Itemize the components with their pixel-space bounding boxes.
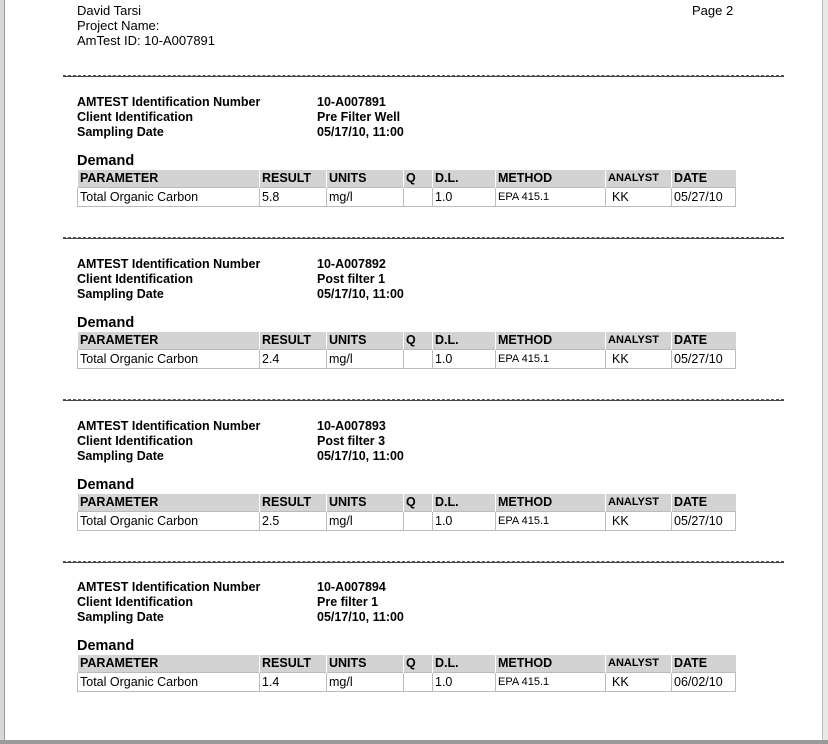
column-header-method: METHOD [496,494,606,512]
section-separator [63,75,784,77]
table-header-row [78,332,736,350]
client-id-label: Client Identification [77,434,193,448]
column-header-parameter: PARAMETER [78,332,260,350]
project-name: Project Name: [77,18,160,33]
client-name: David Tarsi [77,3,142,18]
cell-analyst: KK [606,350,672,369]
viewer-bottom-edge [0,740,828,744]
column-header-method: METHOD [496,170,606,188]
table-row [78,512,736,531]
cell-analyst: KK [606,512,672,531]
client-id-value: Pre filter 1 [317,595,379,609]
column-header-date: DATE [672,332,736,350]
table-row [78,673,736,692]
section-title: Demand [77,638,135,654]
id-number-label: AMTEST Identification Number [77,257,261,271]
cell-parameter: Total Organic Carbon [78,188,260,207]
column-header-analyst: ANALYST [606,655,672,673]
sampling-date-label: Sampling Date [77,449,164,463]
column-header-result: RESULT [260,332,327,350]
client-id-label: Client Identification [77,110,193,124]
cell-date: 05/27/10 [672,188,736,207]
table-row [78,188,736,207]
cell-q [404,188,433,207]
sampling-date-value: 05/17/10, 11:00 [317,125,404,139]
id-number-value: 10-A007893 [317,419,386,433]
amtest-id: AmTest ID: 10-A007891 [77,33,216,48]
cell-result: 2.4 [260,350,327,369]
cell-result: 1.4 [260,673,327,692]
column-header-units: UNITS [327,655,404,673]
client-id-value: Post filter 3 [317,434,386,448]
results-table [77,655,736,692]
cell-units: mg/l [327,188,404,207]
cell-analyst: KK [606,188,672,207]
section-title: Demand [77,315,135,331]
cell-dl: 1.0 [433,673,496,692]
column-header-analyst: ANALYST [606,170,672,188]
cell-analyst: KK [606,673,672,692]
cell-dl: 1.0 [433,512,496,531]
column-header-date: DATE [672,494,736,512]
cell-q [404,673,433,692]
column-header-q: Q [404,494,433,512]
column-header-analyst: ANALYST [606,332,672,350]
section-title: Demand [77,477,135,493]
cell-date: 05/27/10 [672,512,736,531]
column-header-parameter: PARAMETER [78,494,260,512]
sample-block [77,94,737,234]
column-header-dl: D.L. [433,170,496,188]
id-number-label: AMTEST Identification Number [77,95,261,109]
sampling-date-value: 05/17/10, 11:00 [317,449,404,463]
results-table [77,332,736,369]
column-header-dl: D.L. [433,655,496,673]
column-header-method: METHOD [496,332,606,350]
column-header-date: DATE [672,655,736,673]
sample-block [77,579,737,719]
cell-date: 05/27/10 [672,350,736,369]
id-number-label: AMTEST Identification Number [77,419,261,433]
column-header-analyst: ANALYST [606,494,672,512]
cell-date: 06/02/10 [672,673,736,692]
client-id-label: Client Identification [77,595,193,609]
cell-dl: 1.0 [433,188,496,207]
column-header-units: UNITS [327,170,404,188]
column-header-q: Q [404,332,433,350]
cell-units: mg/l [327,350,404,369]
section-separator [63,399,784,401]
cell-parameter: Total Organic Carbon [78,512,260,531]
table-row [78,350,736,369]
results-table [77,170,736,207]
id-number-value: 10-A007892 [317,257,386,271]
column-header-parameter: PARAMETER [78,170,260,188]
client-id-label: Client Identification [77,272,193,286]
column-header-units: UNITS [327,332,404,350]
cell-method: EPA 415.1 [496,673,606,692]
table-header-row [78,655,736,673]
column-header-dl: D.L. [433,494,496,512]
cell-result: 2.5 [260,512,327,531]
column-header-method: METHOD [496,655,606,673]
viewer-scrollbar[interactable] [822,0,828,744]
id-number-value: 10-A007894 [317,580,386,594]
column-header-date: DATE [672,170,736,188]
cell-method: EPA 415.1 [496,512,606,531]
section-separator [63,237,784,239]
page-number: Page 2 [692,3,734,18]
column-header-result: RESULT [260,170,327,188]
column-header-result: RESULT [260,494,327,512]
section-title: Demand [77,153,135,169]
id-number-value: 10-A007891 [317,95,386,109]
cell-method: EPA 415.1 [496,350,606,369]
cell-result: 5.8 [260,188,327,207]
cell-dl: 1.0 [433,350,496,369]
sampling-date-value: 05/17/10, 11:00 [317,287,404,301]
cell-units: mg/l [327,673,404,692]
cell-parameter: Total Organic Carbon [78,673,260,692]
cell-units: mg/l [327,512,404,531]
sampling-date-label: Sampling Date [77,125,164,139]
cell-parameter: Total Organic Carbon [78,350,260,369]
column-header-parameter: PARAMETER [78,655,260,673]
client-id-value: Post filter 1 [317,272,386,286]
column-header-result: RESULT [260,655,327,673]
results-table [77,494,736,531]
cell-q [404,350,433,369]
sampling-date-label: Sampling Date [77,287,164,301]
id-number-label: AMTEST Identification Number [77,580,261,594]
column-header-q: Q [404,170,433,188]
column-header-units: UNITS [327,494,404,512]
sample-block [77,418,737,558]
viewer-left-edge [0,0,5,744]
table-header-row [78,494,736,512]
sample-block [77,256,737,396]
cell-method: EPA 415.1 [496,188,606,207]
section-separator [63,561,784,563]
table-header-row [78,170,736,188]
column-header-q: Q [404,655,433,673]
client-id-value: Pre Filter Well [317,110,401,124]
column-header-dl: D.L. [433,332,496,350]
sampling-date-label: Sampling Date [77,610,164,624]
cell-q [404,512,433,531]
sampling-date-value: 05/17/10, 11:00 [317,610,404,624]
